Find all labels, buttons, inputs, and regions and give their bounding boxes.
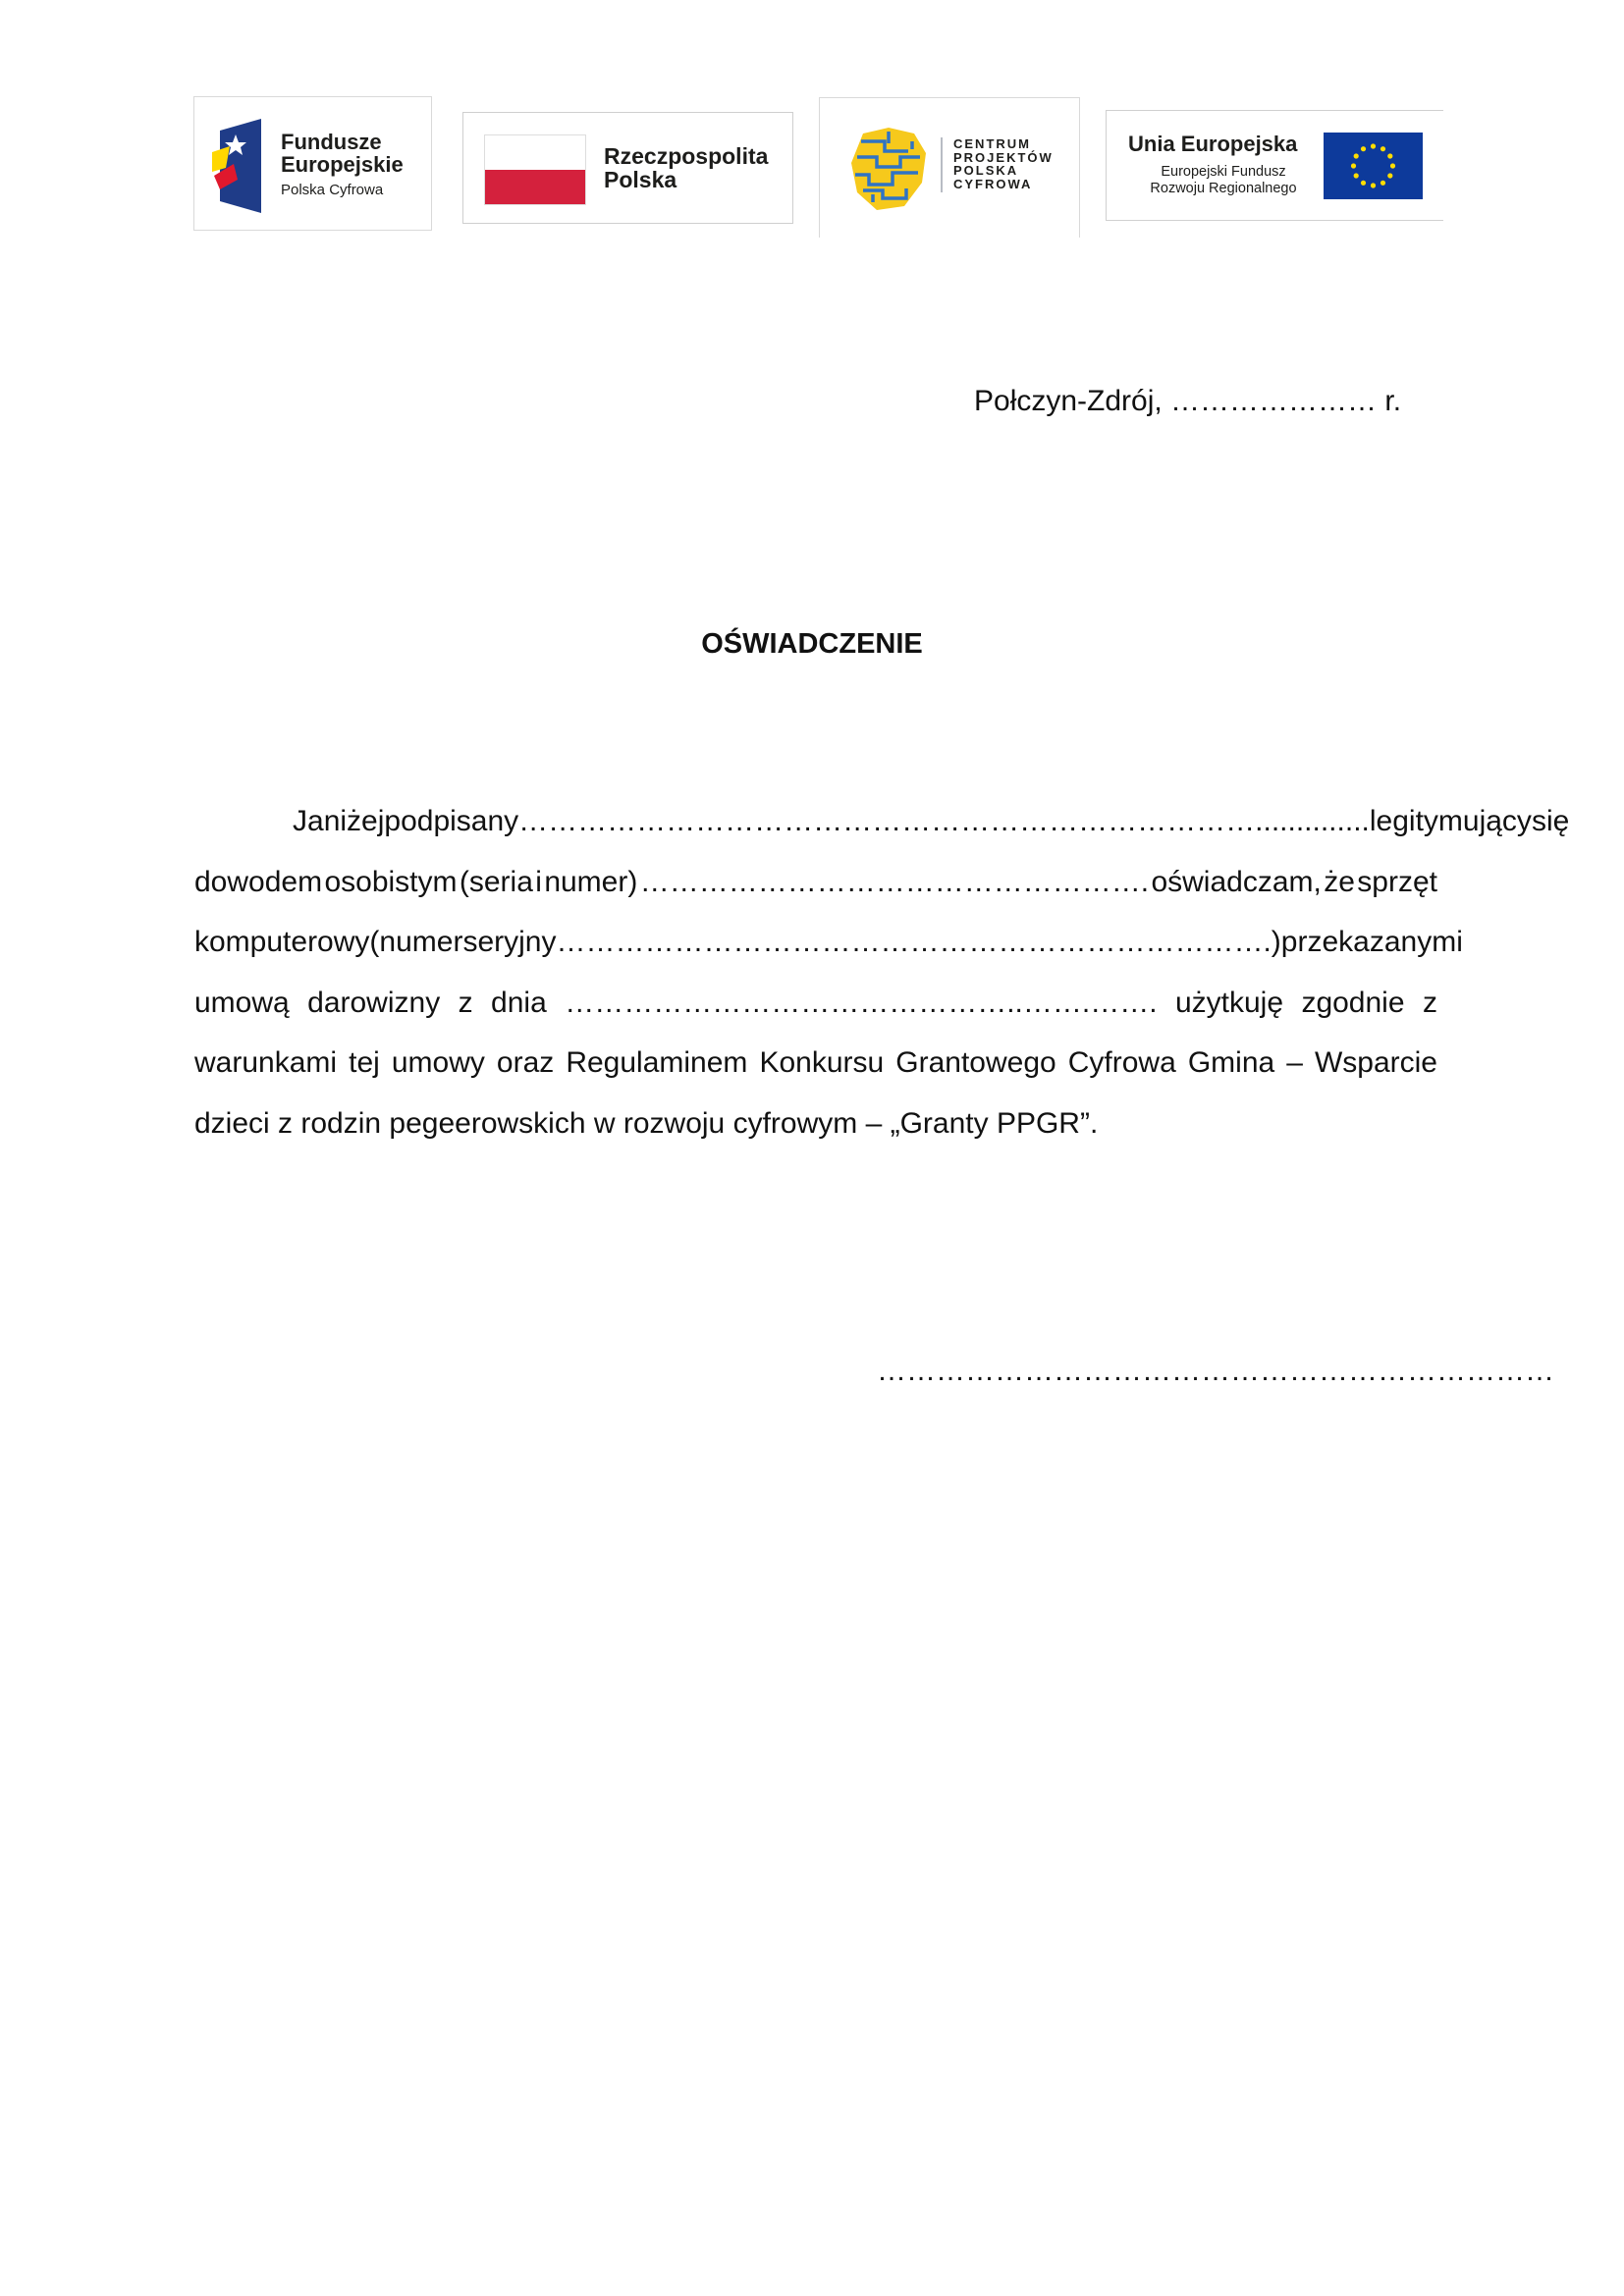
statement-line-5: warunkami tej umowy oraz Regulaminem Konkursu Grantowego Cyfrowa Gmina – Wsparcie (194, 1046, 1437, 1079)
fundusze-europejskie-logo (193, 96, 432, 231)
signature-line: …………………………………………………………… (877, 1355, 1554, 1387)
centrum-projektow-logo (819, 97, 1080, 238)
statement-line-1: Ja niżej podpisany ………………………………………………………………….............. legitymujący się (293, 805, 1570, 837)
name-fill-line: ………………………………………………………………….............. (518, 805, 1370, 837)
fundusze-title: Fundusze Europejskie (281, 130, 404, 178)
statement-line-3: komputerowy (numer seryjny ……………………………………………………………….) przekazany mi (194, 926, 1463, 958)
centrum-text: CENTRUM PROJEKTÓW POLSKA CYFROWA (953, 136, 1054, 191)
statement-line-4: umową darowizny z dnia ………………………………………..…….……. użytkuję zgodnie z (194, 987, 1437, 1019)
place-and-date: Połczyn-Zdrój, ………………… r. (974, 385, 1402, 417)
unia-subtitle: Europejski Fundusz Rozwoju Regionalnego (1150, 164, 1297, 196)
fundusze-europejskie-emblem-icon (210, 119, 271, 213)
polish-flag-icon (484, 134, 586, 205)
date-fill-line: ………………………………………..…….……. (565, 987, 1158, 1019)
rzeczpospolita-title: Rzeczpospolita Polska (604, 143, 769, 193)
statement-line-6: dzieci z rodzin pegeerowskich w rozwoju cyfrowym – „Granty PPGR”. (194, 1107, 1099, 1140)
centrum-divider (941, 137, 943, 192)
document-title: OŚWIADCZENIE (701, 628, 923, 660)
serial-number-fill-line: ……………………………………………………………….) (556, 926, 1281, 958)
statement-line-2: dowodem osobistym (seria i numer) ……………………………………………. oświadczam, że sprzęt (194, 866, 1437, 898)
unia-europejska-logo (1106, 110, 1443, 221)
id-number-fill-line: ……………………………………………. (639, 866, 1150, 898)
unia-title: Unia Europejska (1128, 132, 1298, 156)
fundusze-subtitle: Polska Cyfrowa (281, 182, 384, 198)
eu-flag-icon (1324, 133, 1423, 199)
rzeczpospolita-polska-logo (462, 112, 793, 224)
circuit-map-icon (849, 128, 928, 210)
